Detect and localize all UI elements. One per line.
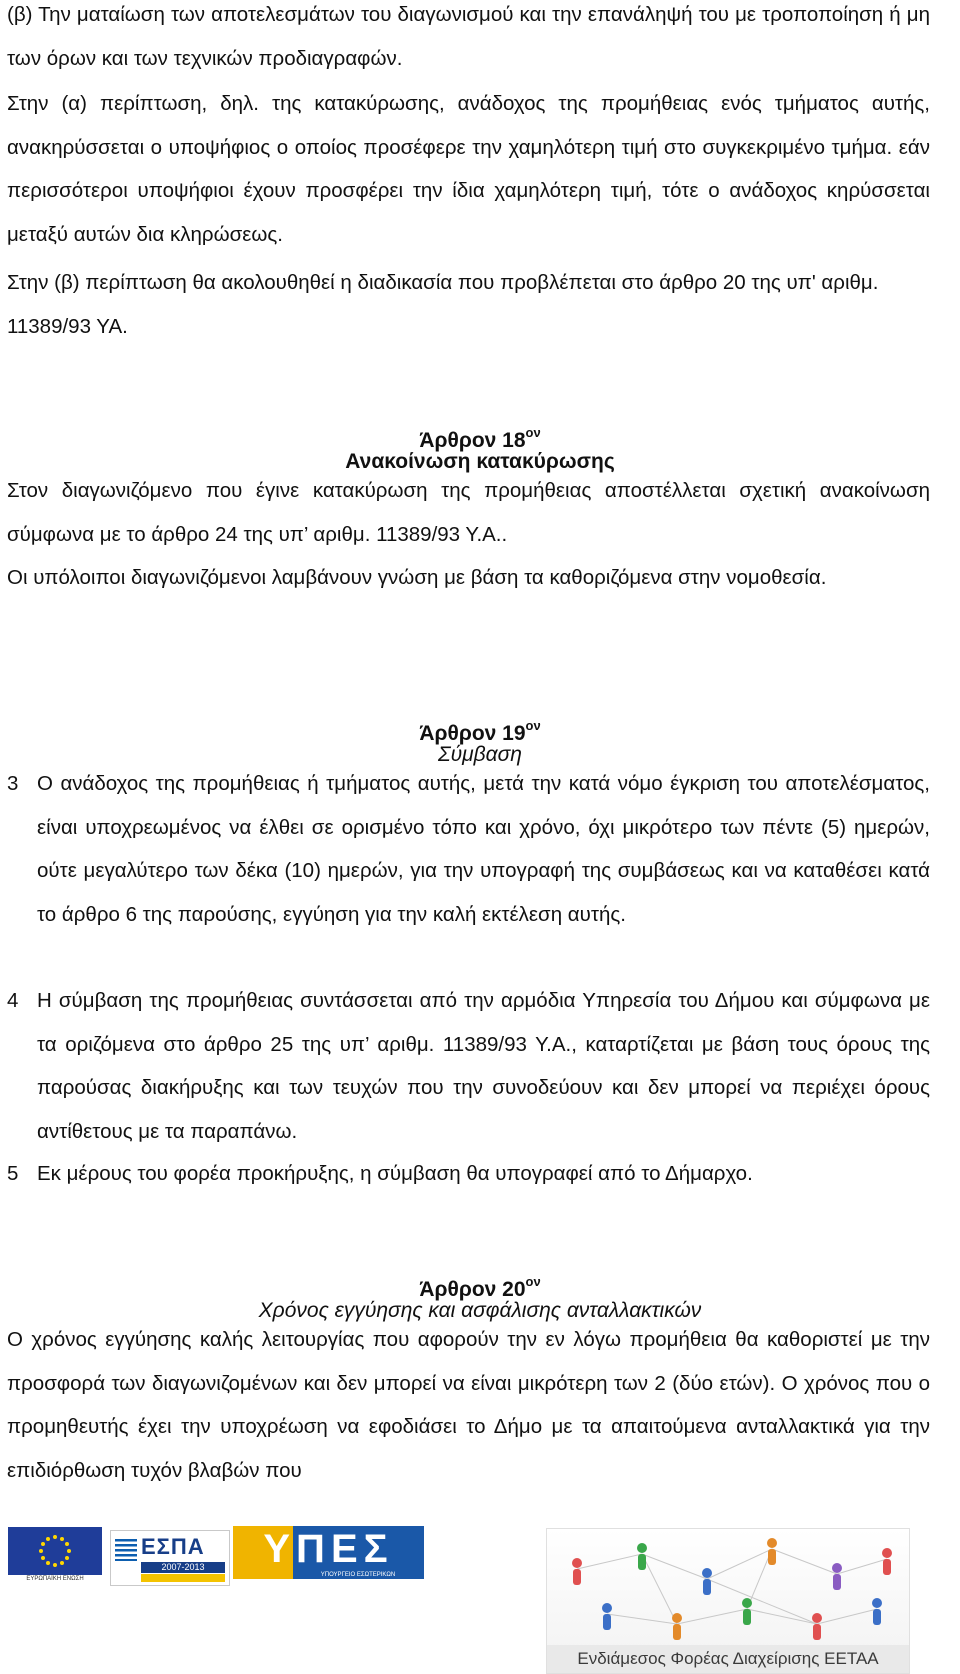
article-19-title: Άρθρον 19: [419, 722, 526, 745]
espa-logo: [110, 1530, 230, 1586]
espa-strip: [141, 1574, 225, 1582]
ypes-caption: ΥΠΟΥΡΓΕΙΟ ΕΣΩΤΕΡΙΚΩΝ: [320, 1572, 396, 1578]
article-20-subtitle: Χρόνος εγγύησης και ασφάλισης ανταλλακτικών: [258, 1299, 702, 1322]
eetaa-caption: Ενδιάμεσος Φορέας Διαχείρισης ΕΕΤΑΑ: [547, 1645, 909, 1673]
espa-title: ΕΣΠΑ: [141, 1534, 205, 1559]
eu-caption: ΕΥΡΩΠΑΪΚΗ ΕΝΩΣΗ: [26, 1576, 84, 1582]
article-19-ordinal: ον: [525, 718, 541, 733]
intro-case-a: Στην (α) περίπτωση, δηλ. της κατακύρωσης, ανάδοχος της προμήθειας ενός τμήματος αυτής, ανακηρύσσεται ο υποψήφιος ο οποίος προσέφερε την χαμηλότερη τιμή στο συγκεκριμένο τμήμα. εάν περισσότεροι υποψήφιοι έχουν προσφέρει την ίδια χαμηλότερη τιμή, τότε ο ανάδοχος κηρύσσεται μεταξύ αυτών δια κληρώσεως.: [7, 92, 930, 246]
ypes-title: ΥΠΕΣ: [263, 1527, 394, 1571]
eu-flag-logo: [8, 1527, 102, 1575]
intro-case-b: Στην (β) περίπτωση θα ακολουθηθεί η διαδικασία που προβλέπεται στο άρθρο 20 της υπ' αριθμ. 11389/93 ΥΑ.: [7, 271, 879, 338]
list-item: Εκ μέρους του φορέα προκήρυξης, η σύμβαση θα υπογραφεί από το Δήμαρχο.: [37, 1162, 753, 1185]
eu-stars-icon: [8, 1527, 102, 1575]
list-item-number: 4: [7, 989, 19, 1012]
article-19-subtitle: Σύμβαση: [438, 743, 522, 766]
espa-years: 2007-2013: [141, 1562, 225, 1573]
list-item: Ο ανάδοχος της προμήθειας ή τμήματος αυτής, μετά την κατά νόμο έγκριση του αποτελέσματος, είναι υποχρεωμένος να έλθει σε ορισμένο τόπο και χρόνο, όχι μικρότερο των πέντε (5) ημερών, ούτε μεγαλύτερο των δέκα (10) ημερών, για την υπογραφή της συμβάσεως και να καταθέσει κατά το άρθρο 6 της παρούσης, εγγύηση για την καλή εκτέλεση αυτής.: [37, 772, 930, 926]
greek-flag-icon: [115, 1539, 137, 1561]
people-network-icon: [547, 1529, 909, 1645]
article-18-ordinal: ον: [525, 425, 541, 440]
ypes-logo: [233, 1526, 424, 1579]
article-18-para-2: Οι υπόλοιποι διαγωνιζόμενοι λαμβάνουν γνώση με βάση τα καθοριζόμενα στην νομοθεσία.: [7, 566, 827, 589]
article-18-title: Άρθρον 18: [419, 429, 526, 452]
article-18-para-1: Στον διαγωνιζόμενο που έγινε κατακύρωση της προμήθειας αποστέλλεται σχετική ανακοίνωση σύμφωνα με το άρθρο 24 της υπ’ αριθμ. 11389/93 Υ.Α..: [7, 479, 930, 546]
article-18-subtitle: Ανακοίνωση κατακύρωσης: [345, 450, 615, 473]
intro-item-b: (β) Την ματαίωση των αποτελεσμάτων του διαγωνισμού και την επανάληψή του με τροποποίηση ή μη των όρων και των τεχνικών προδιαγραφών.: [7, 3, 930, 70]
list-item-number: 3: [7, 772, 19, 795]
article-20-ordinal: ον: [525, 1274, 541, 1289]
list-item: Η σύμβαση της προμήθειας συντάσσεται από την αρμόδια Υπηρεσία του Δήμου και σύμφωνα με τα οριζόμενα στο άρθρο 25 της υπ’ αριθμ. 11389/93 Υ.Α., καταρτίζεται με βάση τους όρους της παρούσας διακήρυξης και των τευχών που την συνοδεύουν και δεν μπορεί να περιέχει όρους αντίθετους με τα παραπάνω.: [37, 989, 930, 1143]
article-20-para: Ο χρόνος εγγύησης καλής λειτουργίας που αφορούν την εν λόγω προμήθεια θα καθοριστεί με την προσφορά των διαγωνιζομένων και δεν μπορεί να είναι μικρότερη των 2 (δύο ετών). Ο χρόνος που ο προμηθευτής έχει την υποχρέωση να εφοδιάσει το Δήμο με τα απαιτούμενα ανταλλακτικά για την επιδιόρθωση τυχόν βλαβών που: [7, 1328, 930, 1482]
eetaa-logo: [546, 1528, 910, 1674]
list-item-number: 5: [7, 1162, 19, 1185]
article-20-title: Άρθρον 20: [419, 1278, 526, 1301]
